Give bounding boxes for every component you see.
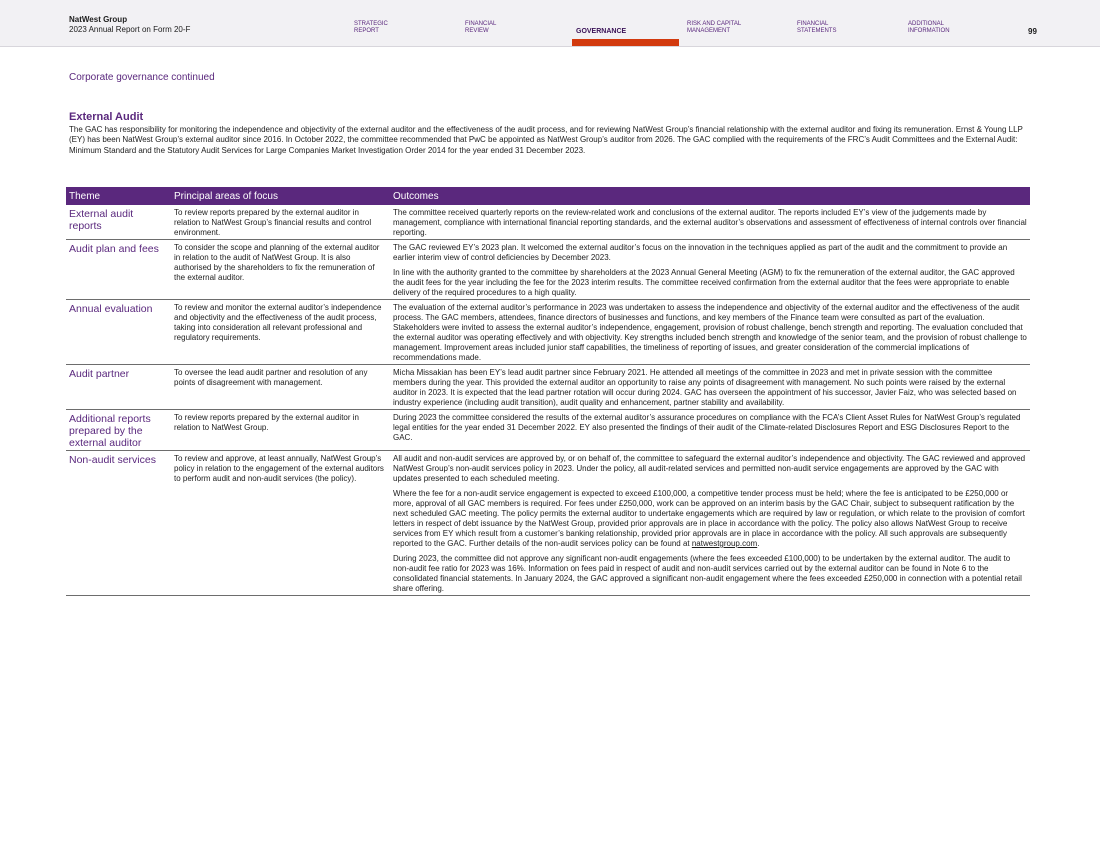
outcome-paragraph: During 2023 the committee considered the results of the external auditor’s assurance procedures on compliance with the FCA’s Client Asset Rules for NatWest Group’s regulated legal entities for the year ended 31 December 2022. EY also presented the findings of their audit of the Climate-related Disclosures Report and ESG Disclosures Report to the GAC. (393, 413, 1021, 442)
outcome-paragraph: The committee received quarterly reports on the review-related work and conclusions of the external auditor. The reports included EY’s view of the judgements made by management, compliance with international financial reporting standards, and the external auditor’s observations and assessment of effectiveness of internal controls over financial reporting. (393, 208, 1027, 237)
nav-tab-label-line2: MANAGEMENT (687, 28, 731, 34)
theme-cell: Audit partner (66, 365, 171, 410)
nav-tab-label-line1: FINANCIAL (465, 21, 497, 27)
outcome-paragraph: The GAC reviewed EY’s 2023 plan. It welcomed the external auditor’s focus on the innovation in the techniques applied as part of the audit and the commitment to provide an earlier interim view of control deficiencies by December 2023. (393, 243, 1008, 262)
column-header-theme: Theme (66, 187, 171, 205)
external-audit-table (66, 187, 1030, 596)
focus-cell: To review and approve, at least annually, NatWest Group’s policy in relation to the engagement of the external auditors to perform audit and non-audit services (the policy). (171, 451, 390, 596)
focus-cell: To consider the scope and planning of the external auditor in relation to the audit of NatWest Group. It is also authorised by the shareholders to fix the remuneration of the external auditor. (171, 240, 390, 300)
nav-tab-label-line2: INFORMATION (908, 28, 950, 34)
outcomes-cell (390, 451, 1030, 596)
nav-tab-label-line2: REVIEW (465, 28, 489, 34)
theme-cell: Non-audit services (66, 451, 171, 596)
outcomes-cell (390, 365, 1030, 410)
outcome-paragraph: In line with the authority granted to the committee by shareholders at the 2023 Annual General Meeting (AGM) to fix the remuneration of the external auditor, the GAC approved the audit fees for the year including the fee for the 2023 interim results. The committee received confirmation from the external auditor that the fees were appropriate to enable delivery of the required procedures to a high quality. (393, 268, 1015, 297)
column-header-focus: Principal areas of focus (171, 187, 390, 205)
brand-name: NatWest Group (69, 15, 128, 24)
outcome-paragraph: During 2023, the committee did not approve any significant non-audit engagements (where the fees exceeded £100,000) to be undertaken by the external auditor. The audit to non-audit fee ratio for 2023 was 16%. Information on fees paid in respect of audit and non-audit services carried out by the external auditor can be found in Note 6 to the consolidated financial statements. In January 2024, the GAC approved a significant non-audit engagement where the fees exceeded £250,000 in connection with a potential retail share offering. (393, 554, 1022, 593)
outcome-paragraph-text: Where the fee for a non-audit service engagement is expected to exceed £100,000, a competitive tender process must be held; where the fee is anticipated to be £250,000 or more, approval of all GAC members is required. For fees under £250,000, work can be approved on an interim basis by the GAC Chair, subject to subsequent ratification by the next scheduled GAC meeting. The policy permits the external auditor to undertake engagements which are required by law or regulation, or which relate to the provision of comfort letters in respect of debt issuance by the NatWest Group, provided prior approvals are in place in accordance with the policy. The policy also allows NatWest Group to receive services from EY which result from a customer’s banking relationship, provided prior approvals are in place in accordance with the policy. All such approvals are subsequently reported to the GAC. Further details of the non-audit services policy can be found at (393, 489, 1025, 548)
focus-cell: To oversee the lead audit partner and resolution of any points of disagreement with management. (171, 365, 390, 410)
section-label: Corporate governance continued (69, 72, 215, 83)
report-branding (69, 15, 190, 35)
table-row (66, 410, 1030, 451)
nav-tab-label-line1: GOVERNANCE (576, 28, 627, 35)
nav-tab-label-line2: REPORT (354, 28, 379, 34)
table-row (66, 365, 1030, 410)
outcome-paragraph: All audit and non-audit services are approved by, or on behalf of, the committee to safeguard the external auditor’s independence and objectivity. The GAC reviewed and approved NatWest Group’s non-audit services policy in 2023. Under the policy, all audit-related services and permitted non-audit service engagements are approved by the GAC with updates presented to each scheduled meeting. (393, 454, 1026, 483)
outcome-paragraph: Stakeholders were invited to assess the external auditor’s independence, engagement, provision of robust challenge, bench strength and reporting. The evaluation concluded that the external auditor was operating effectively and with objectivity. Key strengths included bench strength and knowledge of the senior team, and the provision of robust challenge to management. Improvement areas included junior staff capabilities, the timeliness of reporting of issues, and greater consideration of the commercial implications of recommendations made. (393, 323, 1027, 362)
outcome-paragraph: The evaluation of the external auditor’s performance in 2023 was undertaken to assess the independence and objectivity of the external auditor and the effectiveness of the audit process. The GAC members, attendees, finance directors of businesses and functions, and key members of the Finance team were consulted as part of the evaluation. (393, 303, 1020, 322)
top-navigation-bar (0, 0, 1100, 47)
table-row (66, 205, 1030, 240)
natwestgroup-link[interactable]: natwestgroup.com (691, 539, 758, 548)
outcomes-cell (390, 410, 1030, 451)
outcomes-cell (390, 205, 1030, 240)
outcome-paragraph: Where the fee for a non-audit service engagement is expected to exceed £100,000, a competitive tender process must be held; where the fee is anticipated to be £250,000 or more, approval of all GAC members is required. For fees under £250,000, work can be approved on an interim basis by the GAC Chair, subject to subsequent ratification by the next scheduled GAC meeting. The policy permits the external auditor to undertake engagements which are required by law or regulation, or which relate to the provision of comfort letters in respect of debt issuance by the NatWest Group, provided prior approvals are in place in accordance with the policy. The policy also allows NatWest Group to receive services from EY which result from a customer’s banking relationship, provided prior approvals are in place in accordance with the policy. All such approvals are subsequently reported to the GAC. Further details of the non-audit services policy can be found at natwestgroup.com. (393, 489, 1025, 548)
table-row (66, 451, 1030, 596)
column-header-outcomes: Outcomes (390, 187, 1030, 205)
table-row (66, 240, 1030, 300)
outcome-paragraph: Micha Missakian has been EY’s lead audit partner since February 2021. He attended all meetings of the committee in 2023 and met in private session with the committee members during the year. This provided the external auditor an opportunity to raise any points of disagreement with management. No such points were raised by the external auditor in 2023. It is expected that the lead partner rotation will occur during 2024. GAC has overseen the appointment of his successor, Javier Faiz, who was selected based on industry experience (including audit transition), audit quality and enhancement, partner stability and availability. (393, 368, 1017, 407)
focus-cell: To review reports prepared by the external auditor in relation to NatWest Group’s financial results and control environment. (171, 205, 390, 240)
theme-cell: Audit plan and fees (66, 240, 171, 300)
report-subtitle: 2023 Annual Report on Form 20-F (69, 25, 191, 34)
focus-cell: To review and monitor the external auditor’s independence and objectivity and the effectiveness of the audit process, taking into consideration all relevant professional and regulatory requirements. (171, 300, 390, 365)
section-heading: External Audit (69, 111, 144, 123)
nav-tab-strategic-report[interactable] (354, 21, 449, 35)
table-row (66, 300, 1030, 365)
outcomes-cell (390, 300, 1030, 365)
intro-paragraph: The GAC has responsibility for monitoring the independence and objectivity of the external auditor and the effectiveness of the audit process, and for reviewing NatWest Group’s financial relationship with the external auditor and fixing its remuneration. Ernst & Young LLP (EY) has been NatWest Group’s external auditor since 2016. In October 2022, the committee recommended that PwC be appointed as NatWest Group’s auditor from 2026. The GAC complied with the requirements of the FRC’s Audit Committees and the External Audit: Minimum Standard and the Statutory Audit Services for Large Companies Market Investigation Order 2014 for the year ended 31 December 2023. (69, 125, 1023, 155)
outcomes-cell (390, 240, 1030, 300)
theme-cell: Annual evaluation (66, 300, 171, 365)
nav-tab-label-line1: FINANCIAL (797, 21, 829, 27)
nav-tab-label-line1: ADDITIONAL (908, 21, 945, 27)
nav-tab-label-line2: STATEMENTS (797, 28, 837, 34)
active-tab-indicator (572, 39, 679, 46)
nav-tab-additional-information[interactable] (908, 21, 1003, 35)
nav-tab-label-line1: STRATEGIC (354, 21, 388, 27)
theme-cell: Additional reports prepared by the external auditor (66, 410, 171, 451)
focus-cell: To review reports prepared by the external auditor in relation to NatWest Group. (171, 410, 390, 451)
nav-tab-financial-statements[interactable] (797, 21, 892, 35)
nav-tab-risk-and-capital-management[interactable] (687, 21, 782, 35)
page-number: 99 (1028, 27, 1037, 36)
nav-tab-governance[interactable] (576, 28, 671, 35)
nav-tab-label-line1: RISK AND CAPITAL (687, 21, 742, 27)
nav-tab-financial-review[interactable] (465, 21, 560, 35)
table-header-row (66, 187, 1030, 205)
theme-cell: External audit reports (66, 205, 171, 240)
